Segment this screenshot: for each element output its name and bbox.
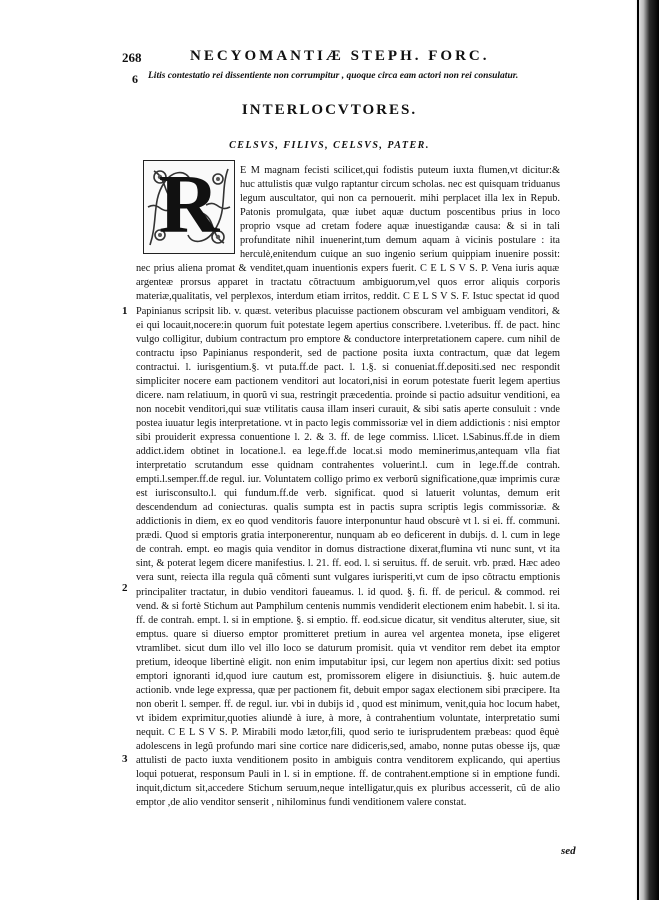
- margin-note-1: 1: [122, 305, 128, 317]
- text-line: profunditate nihil inuenerint,tum demum aquam à vicinis postulare : ita: [240, 235, 560, 247]
- summary-number: 6: [132, 72, 138, 86]
- text-line: attulisti de pacto iuxta venditionem posito in ambiguis contra venditorem explicando, qui apertius: [136, 755, 560, 767]
- text-line: emptori ignoranti id,quod iure cautum est, promissorem eligere in disiunctiuis. §. huic autem.de: [136, 670, 560, 682]
- text-line: non oberit l. semper. ff. de regul. iur. vbi in dubijs id , quod est minimum, venit,quia hoc locum habet,: [136, 698, 560, 710]
- text-line: vt ibidem exprimitur,quoties aliundè à iure, à more, à contrahentium voluntate, interpretatio sumi: [136, 712, 560, 724]
- text-line: emptus. quare si diuerso emptor promitteret pretium in aurea vel argentea moneta, ipse eligeret: [136, 628, 560, 640]
- text-line: prædi. Quod si emptoris gratia interponerentur, nunquam ab eo deficerent in dubijs. d. l. cum in lege: [136, 530, 560, 542]
- text-line: vulgo colligitur, dubium contractum pro emptore & conductore interpretationem capere. cum nihil de: [136, 333, 560, 345]
- text-line: interpretatio scrutandum esse quidnam contrahentes voluerint.l. cum in lege.ff.de contrah.: [136, 460, 560, 472]
- text-line: contractu ipso Papinianus responderit, sed de pactione posita iuxta contractum, quæ dat legem: [136, 347, 560, 359]
- text-line: ff. de contrah. empt. l. si in emptione. §. si emptio. ff. eod.sicue dicatur, sit venditus alteruter, siue, sit: [136, 614, 560, 626]
- text-line: addict.idem obtinet in locatione.l. ea lege.ff.de locat.si modo meminerimus,antequam vlla fiat: [136, 446, 560, 457]
- text-line: materiæ,qualitatis, vel perplexos, interdum etiam irritos, reddit. C E L S V S. F. Istuc spectat id quod: [136, 291, 560, 303]
- text-line: emptor ,de alio venditor senserit , nihilominus fundi venditionem valere constat.: [136, 797, 467, 809]
- text-line: non nocebit venditori,qui suæ vtilitatis causa illam inseri curauit, & sibi satis aperte consuluit : vnde: [136, 403, 560, 415]
- text-line: vera sunt, reiecta illa regula quã cõmenti sunt vulgares iurisperiti,vt cum de ipso cõtractu emptionis: [136, 572, 560, 584]
- text-line: principaliter tractatur, in dubio venditori faueamus. l. id quod. §. fi. ff. de pericul. & commod. rei: [136, 586, 560, 598]
- text-line: inquit,dictum sit,accedere Stichum seruum,neque intelligatur,quis ex pluribus accesserit, cũ de alio: [136, 783, 560, 795]
- text-line: simpliciter nocere eam pactionem venditori aut locatori,nisi in eorum potestate fuerit legem apertius: [136, 375, 560, 387]
- text-line: E M magnam fecisti scilicet,qui fodistis puteum iuxta flumen,vt dicitur:&: [240, 165, 560, 176]
- running-title: NECYOMANTIÆ STEPH. FORC.: [190, 48, 490, 64]
- text-line: sint, & poterat legem dicere manifestius. l. 21. ff. eod. l. si seruitus. ff. de seruit. vrb. præd. Hæc adeo: [136, 558, 560, 570]
- text-line: loqui potuerat, responsum Pauli in l. si in emptione. ff. de contrahent.emptione si in emptione fundi.: [136, 769, 560, 781]
- initial-letter: R: [158, 158, 220, 251]
- text-line: proprio vsque ad cretam fodere aquæ inuestigandæ causa: & si in tali: [240, 221, 560, 233]
- margin-note-2: 2: [122, 582, 128, 594]
- text-line: nec prius aliena promat & venditet,quam inuentionis expers fuerit. C E L S V S. P. Vena iuris aquæ: [136, 263, 560, 275]
- text-line: contractui. l. iurisgentium.§. vt puta.ff.de pact. l. 1.§. si conueniat.ff.depositi.sed nec respondit: [136, 361, 560, 373]
- folio-number: 268: [122, 50, 142, 65]
- text-line: postea iuuatur legis interpretatione. vt in pacto legis commissoriæ vel in diem addictionis : nisi emptor: [136, 417, 560, 429]
- text-line: dicere. nam relatiuum, in quorũ vi sua, restringit præcedentia. proinde si pactio adsuitur venditioni, ea: [136, 389, 560, 401]
- text-line: argenteæ prorsus apparet in tractatu cõtractuum ambiguorum,vel quos error aliquis corporis: [136, 277, 560, 289]
- text-line: actionib. vnde lege expressa, quæ per pactionem fit, debuit empor sagax electionem sibi præcipere. Ita: [136, 684, 560, 696]
- text-line: ei qui locauit,nocere:in quorum fuit potestate legem apertius conscribere. l.veteribus. ff. de pact. hinc: [136, 319, 560, 331]
- text-line: vtramlibet. sicut dum illo vel illo loco se daturum promisit. quia vt venditor rem debet ita emptor: [136, 642, 560, 654]
- text-line: addictionis in diem, ex eo quod venditoris fauore interponuntur haud obscurè vt l. si ei. ff. communi.: [136, 516, 560, 528]
- text-line: de contrah. empt. eo magis quia venditor in domus distractione dixerat,flumina vti nunc sunt, vt ita: [136, 544, 560, 556]
- speakers-line: CELSVS, FILIVS, CELSVS, PATER.: [229, 140, 430, 151]
- text-line: sibi prouiderit expressa conuentione l. 2. & 3. ff. de lege commiss. l.licet. l.Sabinus.ff.de in diem: [136, 431, 560, 443]
- text-line: est iurisconsulto.l. qui fundum.ff.de verb. significat. quod si latuerit voluntas, demum erit: [136, 488, 560, 500]
- text-line: empti.l.semper.ff.de regul. iur. Voluntatem colligo primo ex verborũ significatione,quæ imprimis curæ: [136, 474, 560, 486]
- text-line: Patonis promulgata, quæ iubet aquæ ductum poscentibus prius in loco: [240, 207, 560, 219]
- text-line: herculè,enitendum cuique an suo ingenio serium quippiam inuenire possit:: [240, 249, 560, 261]
- text-line: descendendum ad coniecturas. qualis sumpta est in pactis supra scriptis legis commissoriæ. &: [136, 502, 560, 514]
- text-line: pretium, ideoque libertinè eligit. non enim imputabitur ipsi, cur legem non apertius dixit: sed potius: [136, 656, 560, 668]
- text-line: huc attulistis quæ vulgo raptantur circum scholas. nec est quisquam triduanus: [240, 179, 560, 191]
- text-line: legum auscultator, qui non ca pernouerit. mihi perplacet illa lex in Repub.: [240, 193, 560, 205]
- text-line: Papinianus scripsit lib. v. quæst. veteribus placuisse pactionem obscuram vel ambiguam venditori, &: [136, 305, 560, 317]
- section-title: INTERLOCVTORES.: [241, 102, 418, 118]
- text-line: adolescens in legũ profundo mari sine cortice nare didiceris,sed, amabo, nonne putas obesse ijs, quæ: [136, 741, 560, 753]
- margin-note-3: 3: [122, 753, 128, 765]
- summary-note: Litis contestatio rei dissentiente non corrumpitur , quoque circa eam actori non rei consulatur.: [148, 71, 519, 81]
- text-line: vend. & si fortè Stichum aut Pamphilum centenis nummis vendiderit electionem enim habebit. l. si ita.: [136, 600, 560, 612]
- text-line: nequit. C E L S V S. P. Mirabili modo lætor,fili, quod serio te iurisprudentem præbeas: quod êquè: [136, 727, 560, 738]
- catchword: sed: [561, 845, 576, 857]
